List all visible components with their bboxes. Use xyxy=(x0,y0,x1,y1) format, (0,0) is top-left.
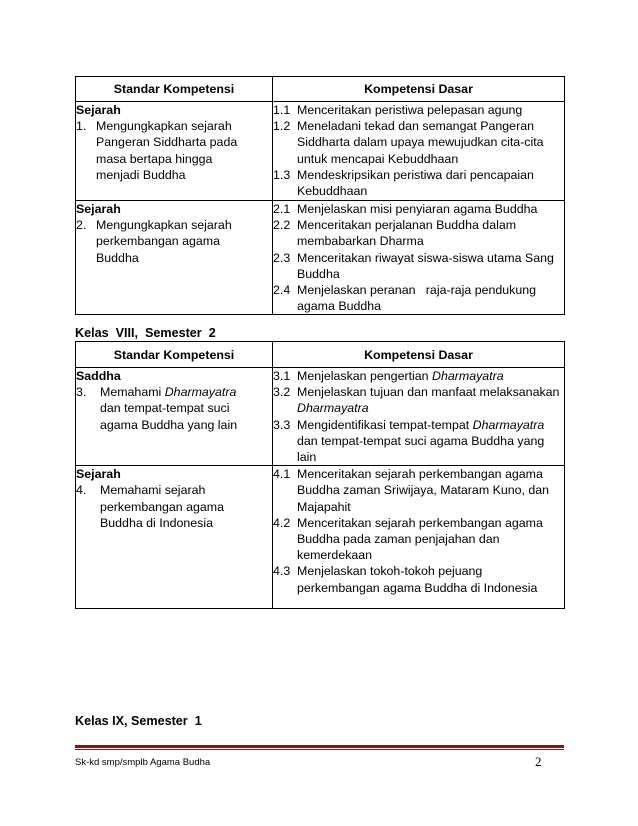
kd-line: Majapahit xyxy=(297,499,351,514)
kd-item xyxy=(273,417,564,466)
header-standar-kompetensi: Standar Kompetensi xyxy=(76,342,273,368)
sk-line: perkembangan agama xyxy=(100,499,224,514)
kd-number: 1.2 xyxy=(273,119,291,134)
kd-line: Menjelaskan peranan raja-raja pendukung xyxy=(297,283,537,298)
kd-number: 2.4 xyxy=(273,283,291,298)
sk-line-emphasis: Dharmayatra xyxy=(164,385,237,400)
kd-line xyxy=(297,368,564,384)
sk-cell xyxy=(76,102,273,201)
kd-number: 3.2 xyxy=(273,385,291,400)
sk-number: 3. xyxy=(76,385,87,400)
kd-line: Buddha pada zaman penjajahan dan xyxy=(297,532,500,547)
kd-number: 3.1 xyxy=(273,369,291,383)
kd-number: 2.2 xyxy=(273,218,291,233)
kd-line: Menceritakan perjalanan Buddha dalam xyxy=(297,218,517,233)
kd-line: Menjelaskan misi penyiaran agama Buddha xyxy=(297,202,538,216)
kd-line: Menceritakan sejarah perkembangan agama xyxy=(297,515,543,530)
kd-number: 4.3 xyxy=(273,564,291,579)
sk-cell xyxy=(76,201,273,315)
sk-line: Buddha xyxy=(96,250,139,265)
kd-line: Kebuddhaan xyxy=(297,184,368,199)
kd-number: 4.1 xyxy=(273,467,291,482)
kd-item xyxy=(273,118,564,167)
footer-rule-thick xyxy=(75,745,564,748)
kd-item xyxy=(273,368,564,384)
header-kompetensi-dasar: Kompetensi Dasar xyxy=(273,77,565,102)
sk-heading: Sejarah xyxy=(76,467,121,482)
sk-line: Mengungkapkan sejarah xyxy=(96,119,232,134)
kd-line-emphasis: Dharmayatra xyxy=(472,417,545,432)
sk-number: 4. xyxy=(76,483,87,498)
sk-heading: Sejarah xyxy=(76,202,121,216)
footer-rule-thin xyxy=(75,749,564,750)
kd-number: 1.3 xyxy=(273,167,291,182)
kd-line-text: Menjelaskan pengertian xyxy=(297,369,433,383)
kd-item xyxy=(273,250,564,282)
kd-item xyxy=(273,384,564,416)
header-kompetensi-dasar: Kompetensi Dasar xyxy=(273,342,565,368)
section-kelas-ix: Kelas IX, Semester 1 xyxy=(75,714,202,728)
kd-number: 2.1 xyxy=(273,202,291,216)
sk-number: 1. xyxy=(76,119,87,134)
kd-line: agama Buddha xyxy=(297,299,382,314)
kd-cell xyxy=(273,466,565,609)
sk-line: dan tempat-tempat suci xyxy=(100,401,230,416)
kd-number: 1.1 xyxy=(273,103,291,117)
sk-line: Memahami sejarah xyxy=(100,483,206,498)
kd-line: Mendeskripsikan peristiwa dari pencapaian xyxy=(297,167,534,182)
kd-item xyxy=(273,217,564,249)
competency-table-1 xyxy=(75,76,565,315)
kd-line: Buddha xyxy=(297,266,340,281)
sk-cell xyxy=(76,466,273,609)
kd-cell xyxy=(273,102,565,201)
kd-line: lain xyxy=(297,450,317,465)
kd-number: 2.3 xyxy=(273,250,291,265)
competency-table-2 xyxy=(75,341,565,609)
kd-number: 3.3 xyxy=(273,417,291,432)
sk-line xyxy=(100,384,272,400)
kd-line: Meneladani tekad dan semangat Pangeran xyxy=(297,119,534,134)
kd-cell xyxy=(273,368,565,466)
kd-line: untuk mencapai Kebuddhaan xyxy=(297,151,459,166)
sk-line: perkembangan agama xyxy=(96,234,220,249)
sk-number: 2. xyxy=(76,218,87,233)
kd-line xyxy=(297,417,564,433)
kd-line: Buddha zaman Sriwijaya, Mataram Kuno, dan xyxy=(297,483,550,498)
kd-line: Menjelaskan tokoh-tokoh pejuang xyxy=(297,564,483,579)
sk-heading: Sejarah xyxy=(76,103,121,117)
header-standar-kompetensi: Standar Kompetensi xyxy=(76,77,273,102)
footer-document-title: Sk-kd smp/smplb Agama Budha xyxy=(75,757,211,768)
kd-line-text: Mengidentifikasi tempat-tempat xyxy=(297,417,473,432)
kd-line: Menceritakan sejarah perkembangan agama xyxy=(297,467,543,482)
kd-item xyxy=(273,466,564,515)
sk-heading: Saddha xyxy=(76,369,121,383)
page-number: 2 xyxy=(535,754,542,769)
sk-line: Pangeran Siddharta pada xyxy=(96,135,238,150)
kd-line: Menjelaskan tujuan dan manfaat melaksanakan xyxy=(297,385,560,400)
sk-line: masa bertapa hingga xyxy=(96,151,213,166)
kd-item xyxy=(273,515,564,564)
kd-item xyxy=(273,563,564,595)
kd-line-emphasis: Dharmayatra xyxy=(297,401,369,416)
kd-line: kemerdekaan xyxy=(297,548,373,563)
kd-line-emphasis: Dharmayatra xyxy=(432,369,504,383)
sk-cell xyxy=(76,368,273,466)
kd-line: dan tempat-tempat suci agama Buddha yang xyxy=(297,433,545,448)
kd-line: Siddharta dalam upaya mewujudkan cita-cita xyxy=(297,135,544,150)
sk-line: agama Buddha yang lain xyxy=(100,417,238,432)
sk-line: menjadi Buddha xyxy=(96,167,186,182)
kd-cell xyxy=(273,201,565,315)
sk-line: Mengungkapkan sejarah xyxy=(96,218,232,233)
kd-line xyxy=(297,400,564,416)
kd-line: Menceritakan riwayat siswa-siswa utama Sang xyxy=(297,250,554,265)
section-kelas-viii: Kelas VIII, Semester 2 xyxy=(75,326,216,340)
kd-item xyxy=(273,102,564,118)
kd-line: perkembangan agama Buddha di Indonesia xyxy=(297,580,538,595)
kd-item xyxy=(273,201,564,217)
kd-line: Menceritakan peristiwa pelepasan agung xyxy=(297,103,523,117)
sk-line: Buddha di Indonesia xyxy=(100,515,213,530)
kd-item xyxy=(273,282,564,314)
sk-line-text: Memahami xyxy=(100,385,165,400)
kd-line: membabarkan Dharma xyxy=(297,234,424,249)
kd-item xyxy=(273,167,564,199)
kd-number: 4.2 xyxy=(273,515,291,530)
